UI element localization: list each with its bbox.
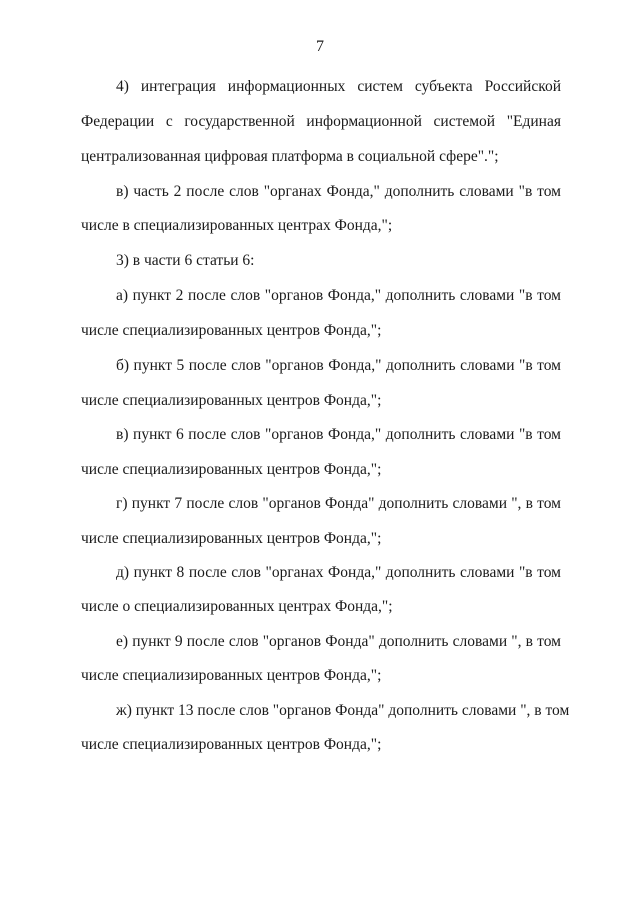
paragraph-4-line-2: Федерации с государственной информационной системой "Единая	[81, 113, 561, 130]
item-d-line-2: числе о специализированных центрах Фонда,";	[81, 598, 393, 615]
item-d-line-1: д) пункт 8 после слов "органах Фонда," дополнить словами "в том	[116, 564, 561, 581]
item-b-line-2: числе специализированных центров Фонда,";	[81, 392, 382, 409]
item-b-line-1: б) пункт 5 после слов "органов Фонда," дополнить словами "в том	[116, 357, 561, 374]
paragraph-4-line-1: 4) интеграция информационных систем субъекта Российской	[116, 78, 561, 95]
item-zh-line-1: ж) пункт 13 после слов "органов Фонда" дополнить словами ", в том	[116, 702, 570, 719]
item-zh-line-2: числе специализированных центров Фонда,";	[81, 736, 382, 753]
item-v-line-1: в) пункт 6 после слов "органов Фонда," дополнить словами "в том	[116, 426, 561, 443]
item-g-line-2: числе специализированных центров Фонда,";	[81, 530, 382, 547]
item-e-line-2: числе специализированных центров Фонда,";	[81, 667, 382, 684]
item-a-line-1: а) пункт 2 после слов "органов Фонда," дополнить словами "в том	[116, 287, 561, 304]
paragraph-4-line-3: централизованная цифровая платформа в социальной сфере".";	[81, 148, 499, 165]
item-v-line-2: числе специализированных центров Фонда,";	[81, 461, 382, 478]
page-number: 7	[316, 38, 324, 55]
item-v-part2-line-1: в) часть 2 после слов "органах Фонда," дополнить словами "в том	[116, 183, 561, 200]
item-a-line-2: числе специализированных центров Фонда,";	[81, 322, 382, 339]
item-e-line-1: е) пункт 9 после слов "органов Фонда" дополнить словами ", в том	[116, 633, 561, 650]
item-v-part2-line-2: числе в специализированных центрах Фонда,";	[81, 217, 393, 234]
item-g-line-1: г) пункт 7 после слов "органов Фонда" дополнить словами ", в том	[116, 495, 561, 512]
section-3-heading: 3) в части 6 статьи 6:	[116, 252, 255, 269]
